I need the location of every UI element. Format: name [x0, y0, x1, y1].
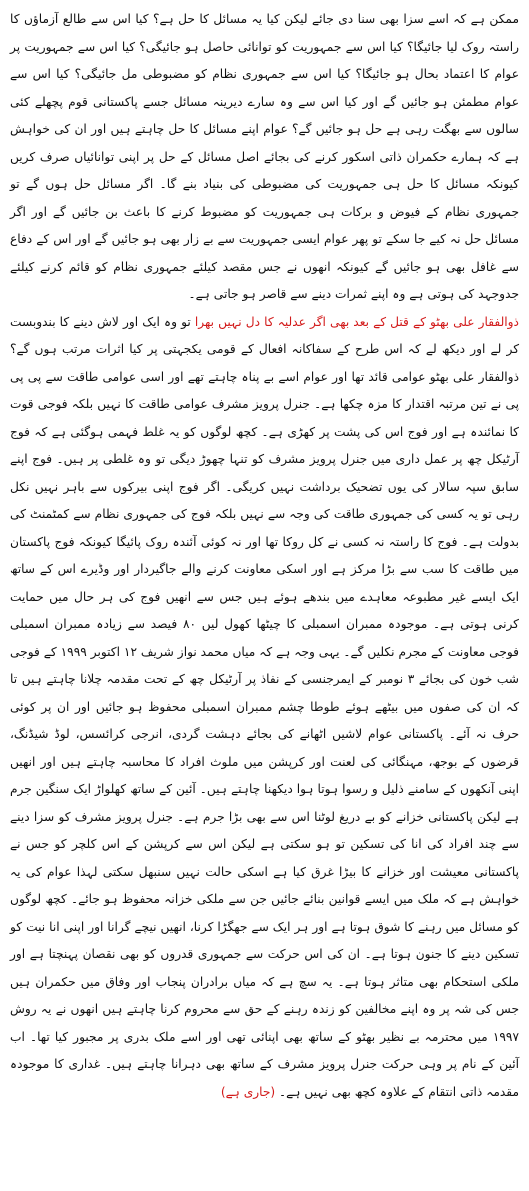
article-paragraph-1: ممکن ہے کہ اسے سزا بھی سنا دی جائے لیکن کیا یہ مسائل کا حل ہے؟ کیا اس سے طالع آزماؤں کا راستہ روک لیا جائیگا؟ کیا اس سے جمہوریت کو توانائی حاصل ہو جائیگی؟ کیا اس سے جمہوریت پر عوام کا اعتماد بحال ہو جائیگا؟ کیا اس سے جمہوری نظام کو مضبوطی مل جائیگی؟ کیا اس سے عوام مطمئن ہو جائیں گے اور کیا اس سے وہ سارے دیرینہ مسائل جسے پاکستانی قوم پچھلے کئی سالوں سے بھگت رہی ہے حل ہو جائیں گے؟ عوام اپنے مسائل کا حل چاہتے ہیں اور ان کی خواہش ہے کہ ہمارے حکمران ذاتی اسکور کرنے کی بجائے اصل مسائل کے حل پر اپنی توانائیاں صرف کریں کیونکہ مسائل کا حل ہی جمہوریت کی مضبوطی کی بنیاد بنے گا۔ اگر مسائل حل ہوں گے تو جمہوری نظام کے فیوض و برکات ہی جمہوریت کو مضبوط کرنے کا باعث بن جائیں گے اور اگر مسائل حل نہ کیے جا سکے تو پھر عوام ایسی جمہوریت سے بے زار بھی ہو جائیں گے اور اس کے دفاع سے غافل بھی ہو جائیں گے کیونکہ انھوں نے جس مقصد کیلئے جمہوری نظام کو قائم کرنے کیلئے جدوجہد کی ہوتی ہے وہ اپنے ثمرات دینے سے قاصر ہو جاتی ہے۔	[10, 12, 519, 301]
continued-note: (جاری ہے)	[220, 1084, 276, 1099]
article-paragraph-2	[10, 309, 519, 1107]
paragraph-2-body: تو وہ ایک اور لاش دینے کا بندوبست کر لے اور دیکھ لے کہ اس طرح کے سفاکانہ افعال کے قومی یکجہتی پر کیا اثرات مرتب ہوں گے؟ ذوالفقار علی بھٹو عوامی قائد تھا اور عوام اسے بے پناہ چاہتے تھے اور اسی عوامی طاقت سے پی پی پی نے تین مرتبہ اقتدار کا مزہ چکھا ہے۔ جنرل پرویز مشرف عوامی طاقت کا نہیں بلکہ فوجی قوت کا نمائندہ ہے اور فوج اس کی پشت پر کھڑی ہے۔ کچھ لوگوں کو یہ غلط فہمی ہوگئی ہے کہ فوج آرٹیکل چھ پر عمل داری میں جنرل پرویز مشرف کو تنہا چھوڑ دیگی تو وہ غلطی پر ہیں۔ فوج اپنے سابق سپہ سالار کی یوں تضحیک برداشت نہیں کریگی۔ اگر فوج اپنی بیرکوں سے باہر نہیں نکل رہی تو یہ کسی کی جمہوری طاقت کی وجہ سے نہیں بلکہ فوج کی جمہوری نظام سے کمٹمنٹ کی بدولت ہے۔ فوج کا راستہ نہ کسی نے کل روکا تھا اور نہ کوئی آئندہ روک پائیگا کیونکہ فوج پاکستان میں طاقت کا سب سے بڑا مرکز ہے اور اسکی معاونت کرنے والے جاگیردار اور وڈیرے اس کے ساتھ ایک ایسے غیر مطبوعہ معاہدے میں بندھے ہوئے ہیں جس سے انھیں فوج کی ہر حال میں حمایت کرنی ہوتی ہے۔ موجودہ ممبران اسمبلی کا چیٹھا کھول لیں ۸۰ فیصد سے زیادہ ممبران اسمبلی فوجی معاونت کے مجرم نکلیں گے۔ یہی وجہ ہے کہ میاں محمد نواز شریف ۱۲ اکتوبر ۱۹۹۹ کے فوجی شب خون کی بجائے ۳ نومبر کے ایمرجنسی کے نفاذ پر آرٹیکل چھ کے تحت مقدمہ چلانا چاہتے ہیں تا کہ ان کی صفوں میں بیٹھے ہوئے طوطا چشم ممبران اسمبلی محفوظ ہو جائیں اور ان پر کوئی حرف نہ آئے۔ پاکستانی عوام لاشیں اٹھانے کی بجائے دہشت گردی، انرجی کرائسس، لوڈ شیڈنگ، قرضوں کے بوجھ، مہنگائی کی لعنت اور کرپشن میں ملوث افراد کا محاسبہ چاہتے ہیں اور انھیں اپنی آنکھوں کے سامنے ذلیل و رسوا ہوتا ہوا دیکھنا چاہتے ہیں۔ آئین کے ساتھ کھلواڑ ایک سنگین جرم ہے لیکن پاکستانی خزانے کو بے دریغ لوٹنا اس سے بھی بڑا جرم ہے۔ جنرل پرویز مشرف کو سزا دینے سے چند افراد کی انا کی تسکین تو ہو سکتی ہے لیکن اس سے کرپشن کے اس کلچر کو جس نے پاکستانی معیشت اور خزانے کا بیڑا غرق کیا ہے اسکی حالت نہیں سنبھل سکتی لہذا عوام کی یہ خواہش ہے کہ ملک میں ایسے قوانین بنائے جائیں جن سے ملکی خزانہ محفوظ ہو جائے۔ کچھ لوگوں کو مسائل میں رہنے کا شوق ہوتا ہے اور ہر ایک سے جھگڑا کرنا، انھیں نیچے گرانا اور اپنی انا نیت کو تسکین دینے کا جنون ہوتا ہے۔ ان کی اس حرکت سے جمہوری قدروں کو بھی نقصان پہنچتا ہے اور ملکی استحکام بھی متاثر ہوتا ہے۔ یہ سچ ہے کہ میاں برادران پنجاب اور وفاق میں حکمران ہیں جس کی شہ پر وہ اپنے مخالفین کو زندہ رہنے کے حق سے محروم کرنا چاہتے ہیں انھوں نے یہ روش ۱۹۹۷ میں محترمہ بے نظیر بھٹو کے ساتھ بھی اپنائی تھی اور اسے ملک بدری پر مجبور کیا تھا۔ اب آئین کے نام پر وہی حرکت جنرل پرویز مشرف کے ساتھ بھی دہرانا چاہتے ہیں۔ غداری کا موجودہ مقدمہ ذاتی انتقام کے علاوہ کچھ بھی نہیں ہے۔	[10, 314, 520, 1099]
paragraph-lead-highlight: ذوالفقار علی بھٹو کے قتل کے بعد بھی اگر عدلیہ کا دل نہیں بھرا	[194, 314, 519, 329]
